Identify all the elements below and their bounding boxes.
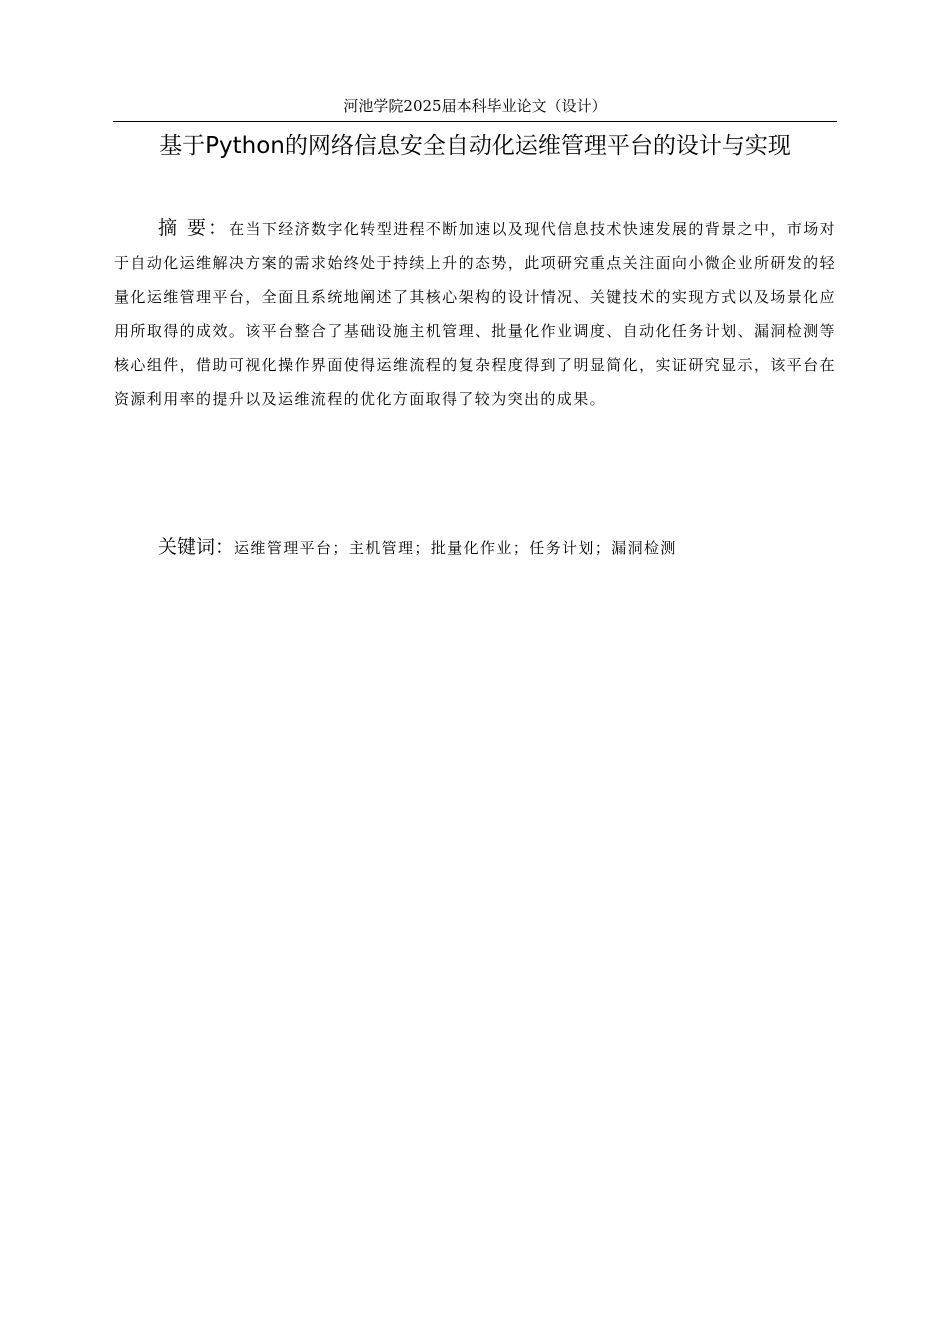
keywords-line: [158, 531, 677, 564]
header-divider: [113, 121, 837, 122]
abstract-paragraph: [114, 211, 836, 416]
paper-title: 基于Python的网络信息安全自动化运维管理平台的设计与实现: [159, 133, 791, 159]
abstract-text: 在当下经济数字化转型进程不断加速以及现代信息技术快速发展的背景之中，市场对于自动化运维解决方案的需求始终处于持续上升的态势，此项研究重点关注面向小微企业所研发的轻量化运维管理平台，全面且系统地阐述了其核心架构的设计情况、关键技术的实现方式以及场景化应用所取得的成效。该平台整合了基础设施主机管理、批量化作业调度、自动化任务计划、漏洞检测等核心组件，借助可视化操作界面使得运维流程的复杂程度得到了明显简化，实证研究显示，该平台在资源利用率的提升以及运维流程的优化方面取得了较为突出的成果。: [114, 220, 836, 408]
running-header: 河池学院2025届本科毕业论文（设计）: [343, 97, 607, 115]
keywords-label: 关键词：: [158, 536, 235, 558]
abstract-label: 摘 要：: [158, 217, 230, 239]
keywords-text: 运维管理平台；主机管理；批量化作业；任务计划；漏洞检测: [234, 539, 677, 557]
